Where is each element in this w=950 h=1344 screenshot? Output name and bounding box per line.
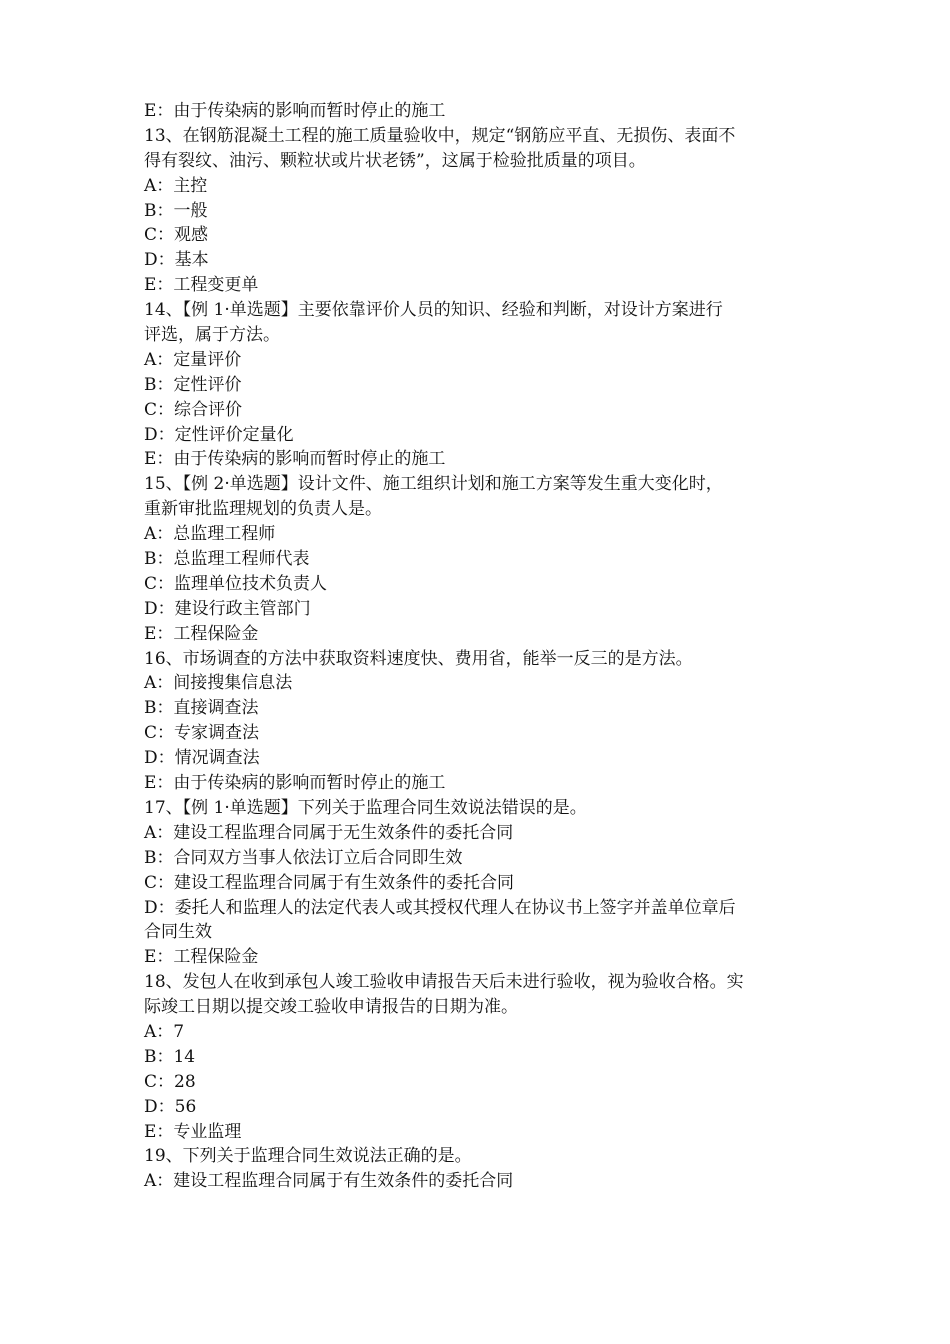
option-c: C：综合评价	[144, 399, 243, 420]
question-18-text: 际竣工日期以提交竣工验收申请报告的日期为准。	[144, 997, 518, 1018]
option-a: A：主控	[144, 175, 208, 196]
question-15-text: 重新审批监理规划的负责人是。	[144, 499, 382, 520]
question-13-text: 得有裂纹、油污、颗粒状或片状老锈”，这属于检验批质量的项目。	[144, 150, 646, 171]
option-c: C：观感	[144, 225, 209, 246]
question-14-text: 评选，属于方法。	[144, 325, 280, 346]
question-16-text: 16、市场调查的方法中获取资料速度快、费用省，能举一反三的是方法。	[144, 648, 693, 669]
option-e: E：工程保险金	[144, 947, 259, 968]
question-17-text: 17、【例 1·单选题】下列关于监理合同生效说法错误的是。	[144, 797, 587, 818]
document-body	[144, 99, 816, 1194]
option-a: A：建设工程监理合同属于无生效条件的委托合同	[144, 822, 514, 843]
option-b: B：定性评价	[144, 374, 242, 395]
option-d: D：56	[144, 1096, 197, 1117]
option-c: C：28	[144, 1071, 196, 1092]
option-a: A：总监理工程师	[144, 524, 276, 545]
option-e: E：工程保险金	[144, 623, 259, 644]
option-b: B：总监理工程师代表	[144, 549, 310, 570]
option-b: B：一般	[144, 200, 208, 221]
option-c: C：监理单位技术负责人	[144, 573, 328, 594]
option-b: B：合同双方当事人依法订立后合同即生效	[144, 847, 463, 868]
question-19-text: 19、下列关于监理合同生效说法正确的是。	[144, 1146, 472, 1167]
question-13-text: 13、在钢筋混凝土工程的施工质量验收中，规定“钢筋应平直、无损伤、表面不	[144, 125, 736, 146]
option-a: A：定量评价	[144, 349, 242, 370]
text-line: E：由于传染病的影响而暂时停止的施工	[144, 101, 446, 121]
question-18-text: 18、发包人在收到承包人竣工验收申请报告天后未进行验收，视为验收合格。实	[144, 972, 744, 993]
option-e: E：工程变更单	[144, 275, 259, 296]
option-d: D：基本	[144, 250, 209, 271]
option-d: D：情况调查法	[144, 748, 260, 769]
option-d: D：定性评价定量化	[144, 424, 294, 445]
option-b: B：14	[144, 1046, 196, 1067]
option-b: B：直接调查法	[144, 698, 259, 719]
option-e: E：由于传染病的影响而暂时停止的施工	[144, 773, 446, 794]
option-c: C：专家调查法	[144, 723, 260, 744]
option-a: A：建设工程监理合同属于有生效条件的委托合同	[144, 1171, 514, 1192]
option-d: D：建设行政主管部门	[144, 598, 311, 619]
option-d: D：委托人和监理人的法定代表人或其授权代理人在协议书上签字并盖单位章后	[144, 897, 736, 918]
option-d: 合同生效	[144, 922, 212, 943]
option-e: E：由于传染病的影响而暂时停止的施工	[144, 449, 446, 470]
question-14-text: 14、【例 1·单选题】主要依靠评价人员的知识、经验和判断，对设计方案进行	[144, 300, 723, 321]
option-c: C：建设工程监理合同属于有生效条件的委托合同	[144, 872, 515, 893]
option-a: A：间接搜集信息法	[144, 673, 293, 694]
option-a: A：7	[144, 1021, 185, 1042]
question-15-text: 15、【例 2·单选题】设计文件、施工组织计划和施工方案等发生重大变化时，	[144, 474, 723, 495]
option-e: E：专业监理	[144, 1121, 242, 1142]
